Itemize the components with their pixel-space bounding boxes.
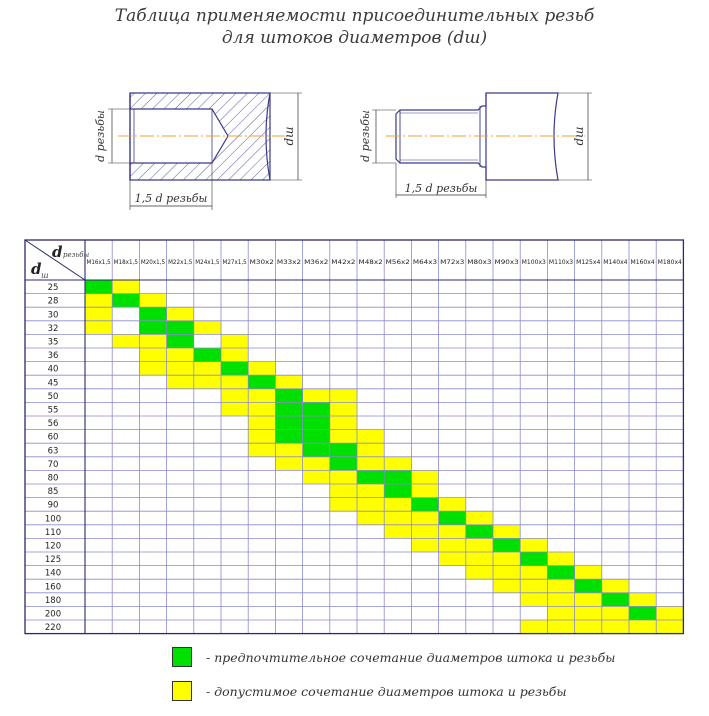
thread-header: M110x3 xyxy=(548,259,574,266)
cell-allowed xyxy=(547,552,574,566)
cell-preferred xyxy=(384,484,411,498)
cell-allowed xyxy=(248,443,275,457)
cell-allowed xyxy=(439,538,466,552)
cell-allowed xyxy=(575,566,602,580)
cell-preferred xyxy=(194,348,221,362)
cell-preferred xyxy=(602,593,629,607)
diameter-label: 28 xyxy=(47,296,59,307)
cell-preferred xyxy=(357,470,384,484)
diameter-label: 55 xyxy=(47,405,59,416)
cell-allowed xyxy=(493,525,520,539)
thread-header: M125x4 xyxy=(576,259,601,266)
thread-header: M24x1,5 xyxy=(195,259,220,266)
diameter-label: 100 xyxy=(44,514,62,525)
cell-allowed xyxy=(439,552,466,566)
cell-allowed xyxy=(575,620,602,634)
cell-preferred xyxy=(112,294,139,308)
cell-preferred xyxy=(221,362,248,376)
cell-allowed xyxy=(357,443,384,457)
cell-preferred xyxy=(139,307,166,321)
cell-allowed xyxy=(139,294,166,308)
cell-allowed xyxy=(602,579,629,593)
thread-header: M42x2 xyxy=(331,259,356,266)
diameter-label: 35 xyxy=(47,337,59,348)
cell-allowed xyxy=(194,375,221,389)
cell-allowed xyxy=(139,362,166,376)
cell-allowed xyxy=(85,294,112,308)
cell-allowed xyxy=(248,416,275,430)
thread-header: M22x1,5 xyxy=(168,259,193,266)
cell-preferred xyxy=(384,470,411,484)
cell-allowed xyxy=(275,443,302,457)
left-d-thread-label: d резьбы xyxy=(94,110,107,162)
cell-allowed xyxy=(330,498,357,512)
cell-allowed xyxy=(248,402,275,416)
diameter-label: 125 xyxy=(44,555,62,566)
cell-preferred xyxy=(330,457,357,471)
corner-d-sub-label: резьбы xyxy=(63,251,90,259)
thread-header: M56x2 xyxy=(385,259,410,266)
cell-allowed xyxy=(439,498,466,512)
diameter-label: 220 xyxy=(44,623,62,634)
diameter-label: 36 xyxy=(47,351,59,362)
cell-allowed xyxy=(167,362,194,376)
cell-allowed xyxy=(547,579,574,593)
cell-preferred xyxy=(575,579,602,593)
cell-allowed xyxy=(221,375,248,389)
cell-preferred xyxy=(330,443,357,457)
cell-allowed xyxy=(493,552,520,566)
cell-allowed xyxy=(466,511,493,525)
cell-allowed xyxy=(303,457,330,471)
corner-dsh-label: d xyxy=(31,260,42,278)
cell-allowed xyxy=(357,484,384,498)
corner-d-label: d xyxy=(52,243,63,261)
left-dsh-label: dш xyxy=(282,126,296,146)
legend-allowed xyxy=(172,680,567,702)
cell-allowed xyxy=(112,334,139,348)
cell-allowed xyxy=(493,579,520,593)
cell-allowed xyxy=(411,538,438,552)
cell-allowed xyxy=(85,321,112,335)
cell-allowed xyxy=(221,348,248,362)
cell-allowed xyxy=(221,402,248,416)
thread-header: M16x1,5 xyxy=(86,259,112,266)
cell-allowed xyxy=(357,430,384,444)
cell-allowed xyxy=(547,593,574,607)
cell-preferred xyxy=(411,498,438,512)
cell-preferred xyxy=(275,389,302,403)
corner-dsh-sub-label: ш xyxy=(41,271,49,280)
diameter-label: 180 xyxy=(44,595,62,606)
cell-allowed xyxy=(357,457,384,471)
cell-allowed xyxy=(520,579,547,593)
preferred-swatch xyxy=(172,647,192,667)
cell-allowed xyxy=(330,484,357,498)
cell-allowed xyxy=(248,430,275,444)
cell-allowed xyxy=(330,416,357,430)
thread-header: M80x3 xyxy=(467,259,493,266)
cell-preferred xyxy=(248,375,275,389)
cell-allowed xyxy=(275,375,302,389)
cell-preferred xyxy=(275,402,302,416)
diameter-label: 120 xyxy=(44,541,62,552)
diameter-label: 30 xyxy=(47,310,59,321)
cell-allowed xyxy=(167,375,194,389)
thread-header: M90x3 xyxy=(494,259,520,266)
cell-allowed xyxy=(493,566,520,580)
cell-allowed xyxy=(547,620,574,634)
legend-preferred-text: - предпочтительное сочетание диаметров штока и резьбы xyxy=(206,649,616,665)
cell-allowed xyxy=(139,348,166,362)
cell-preferred xyxy=(466,525,493,539)
cell-allowed xyxy=(330,402,357,416)
cell-allowed xyxy=(303,470,330,484)
cell-allowed xyxy=(575,606,602,620)
left-length-label: 1,5 d резьбы xyxy=(134,192,208,205)
cell-allowed xyxy=(520,566,547,580)
diameter-label: 85 xyxy=(47,487,59,498)
cell-allowed xyxy=(547,606,574,620)
diameter-label: 25 xyxy=(47,283,59,294)
right-length-label: 1,5 d резьбы xyxy=(404,182,478,195)
cell-allowed xyxy=(411,470,438,484)
allowed-swatch xyxy=(172,681,192,701)
cell-allowed xyxy=(411,484,438,498)
cell-allowed xyxy=(411,511,438,525)
diameter-label: 40 xyxy=(47,364,59,375)
cell-allowed xyxy=(629,593,656,607)
legend-preferred xyxy=(172,646,615,668)
cell-allowed xyxy=(167,348,194,362)
cell-allowed xyxy=(330,430,357,444)
thread-header: M48x2 xyxy=(358,259,383,266)
cell-preferred xyxy=(303,443,330,457)
cell-preferred xyxy=(167,334,194,348)
cell-allowed xyxy=(602,620,629,634)
cell-preferred xyxy=(275,430,302,444)
cell-preferred xyxy=(303,402,330,416)
cell-allowed xyxy=(303,389,330,403)
cell-allowed xyxy=(656,620,683,634)
thread-header: M160x4 xyxy=(630,259,656,266)
diameter-label: 140 xyxy=(44,568,62,579)
cell-allowed xyxy=(167,307,194,321)
thread-header: M20x1,5 xyxy=(140,259,166,266)
cell-allowed xyxy=(248,362,275,376)
thread-header: M27x1,5 xyxy=(222,259,248,266)
cell-allowed xyxy=(656,606,683,620)
thread-header: M180x4 xyxy=(657,259,683,266)
cell-allowed xyxy=(330,389,357,403)
diameter-label: 200 xyxy=(44,609,62,620)
title-line-2: для штоков диаметров (dш) xyxy=(221,28,488,48)
cell-allowed xyxy=(85,307,112,321)
cell-allowed xyxy=(357,498,384,512)
diameter-label: 63 xyxy=(47,446,59,457)
cell-allowed xyxy=(384,511,411,525)
thread-header: M18x1,5 xyxy=(113,259,139,266)
cell-preferred xyxy=(520,552,547,566)
diameter-label: 70 xyxy=(47,459,59,470)
cell-allowed xyxy=(221,334,248,348)
cell-allowed xyxy=(384,498,411,512)
cell-allowed xyxy=(248,389,275,403)
thread-header: M100x3 xyxy=(521,259,547,266)
cell-preferred xyxy=(139,321,166,335)
cell-allowed xyxy=(194,362,221,376)
cell-allowed xyxy=(602,606,629,620)
cell-allowed xyxy=(520,620,547,634)
cell-allowed xyxy=(466,566,493,580)
cell-preferred xyxy=(439,511,466,525)
cell-allowed xyxy=(411,525,438,539)
cell-allowed xyxy=(520,593,547,607)
cell-allowed xyxy=(330,470,357,484)
cell-allowed xyxy=(357,511,384,525)
thread-header: M140x4 xyxy=(603,259,628,266)
cell-allowed xyxy=(275,457,302,471)
cell-allowed xyxy=(575,593,602,607)
cell-preferred xyxy=(547,566,574,580)
cell-preferred xyxy=(303,416,330,430)
cell-allowed xyxy=(139,334,166,348)
cell-allowed xyxy=(439,525,466,539)
diameter-label: 32 xyxy=(47,323,59,334)
cell-allowed xyxy=(112,280,139,294)
thread-header: M33x2 xyxy=(276,259,302,266)
diameter-label: 50 xyxy=(47,391,59,402)
cell-preferred xyxy=(629,606,656,620)
right-d-thread-label: d резьбы xyxy=(359,110,372,162)
title-line-1: Таблица применяемости присоединительных резьб xyxy=(114,6,595,26)
cell-preferred xyxy=(167,321,194,335)
diameter-label: 80 xyxy=(47,473,59,484)
cell-allowed xyxy=(384,457,411,471)
cell-preferred xyxy=(493,538,520,552)
diameter-label: 160 xyxy=(44,582,62,593)
diameter-label: 56 xyxy=(47,419,59,430)
thread-header: M30x2 xyxy=(249,259,274,266)
diameter-label: 45 xyxy=(47,378,59,389)
thread-header: M72x3 xyxy=(440,259,465,266)
thread-header: M64x3 xyxy=(412,259,438,266)
cell-preferred xyxy=(303,430,330,444)
cell-allowed xyxy=(466,538,493,552)
diameter-label: 90 xyxy=(47,500,59,511)
cell-allowed xyxy=(221,389,248,403)
thread-header: M36x2 xyxy=(304,259,329,266)
cell-allowed xyxy=(194,321,221,335)
cell-allowed xyxy=(520,538,547,552)
legend-allowed-text: - допустимое сочетание диаметров штока и резьбы xyxy=(206,683,567,699)
right-dsh-label: dш xyxy=(572,126,586,146)
cell-preferred xyxy=(85,280,112,294)
diameter-label: 110 xyxy=(44,527,62,538)
cell-allowed xyxy=(384,525,411,539)
cell-preferred xyxy=(275,416,302,430)
cell-allowed xyxy=(466,552,493,566)
diameter-label: 60 xyxy=(47,432,59,443)
cell-allowed xyxy=(629,620,656,634)
